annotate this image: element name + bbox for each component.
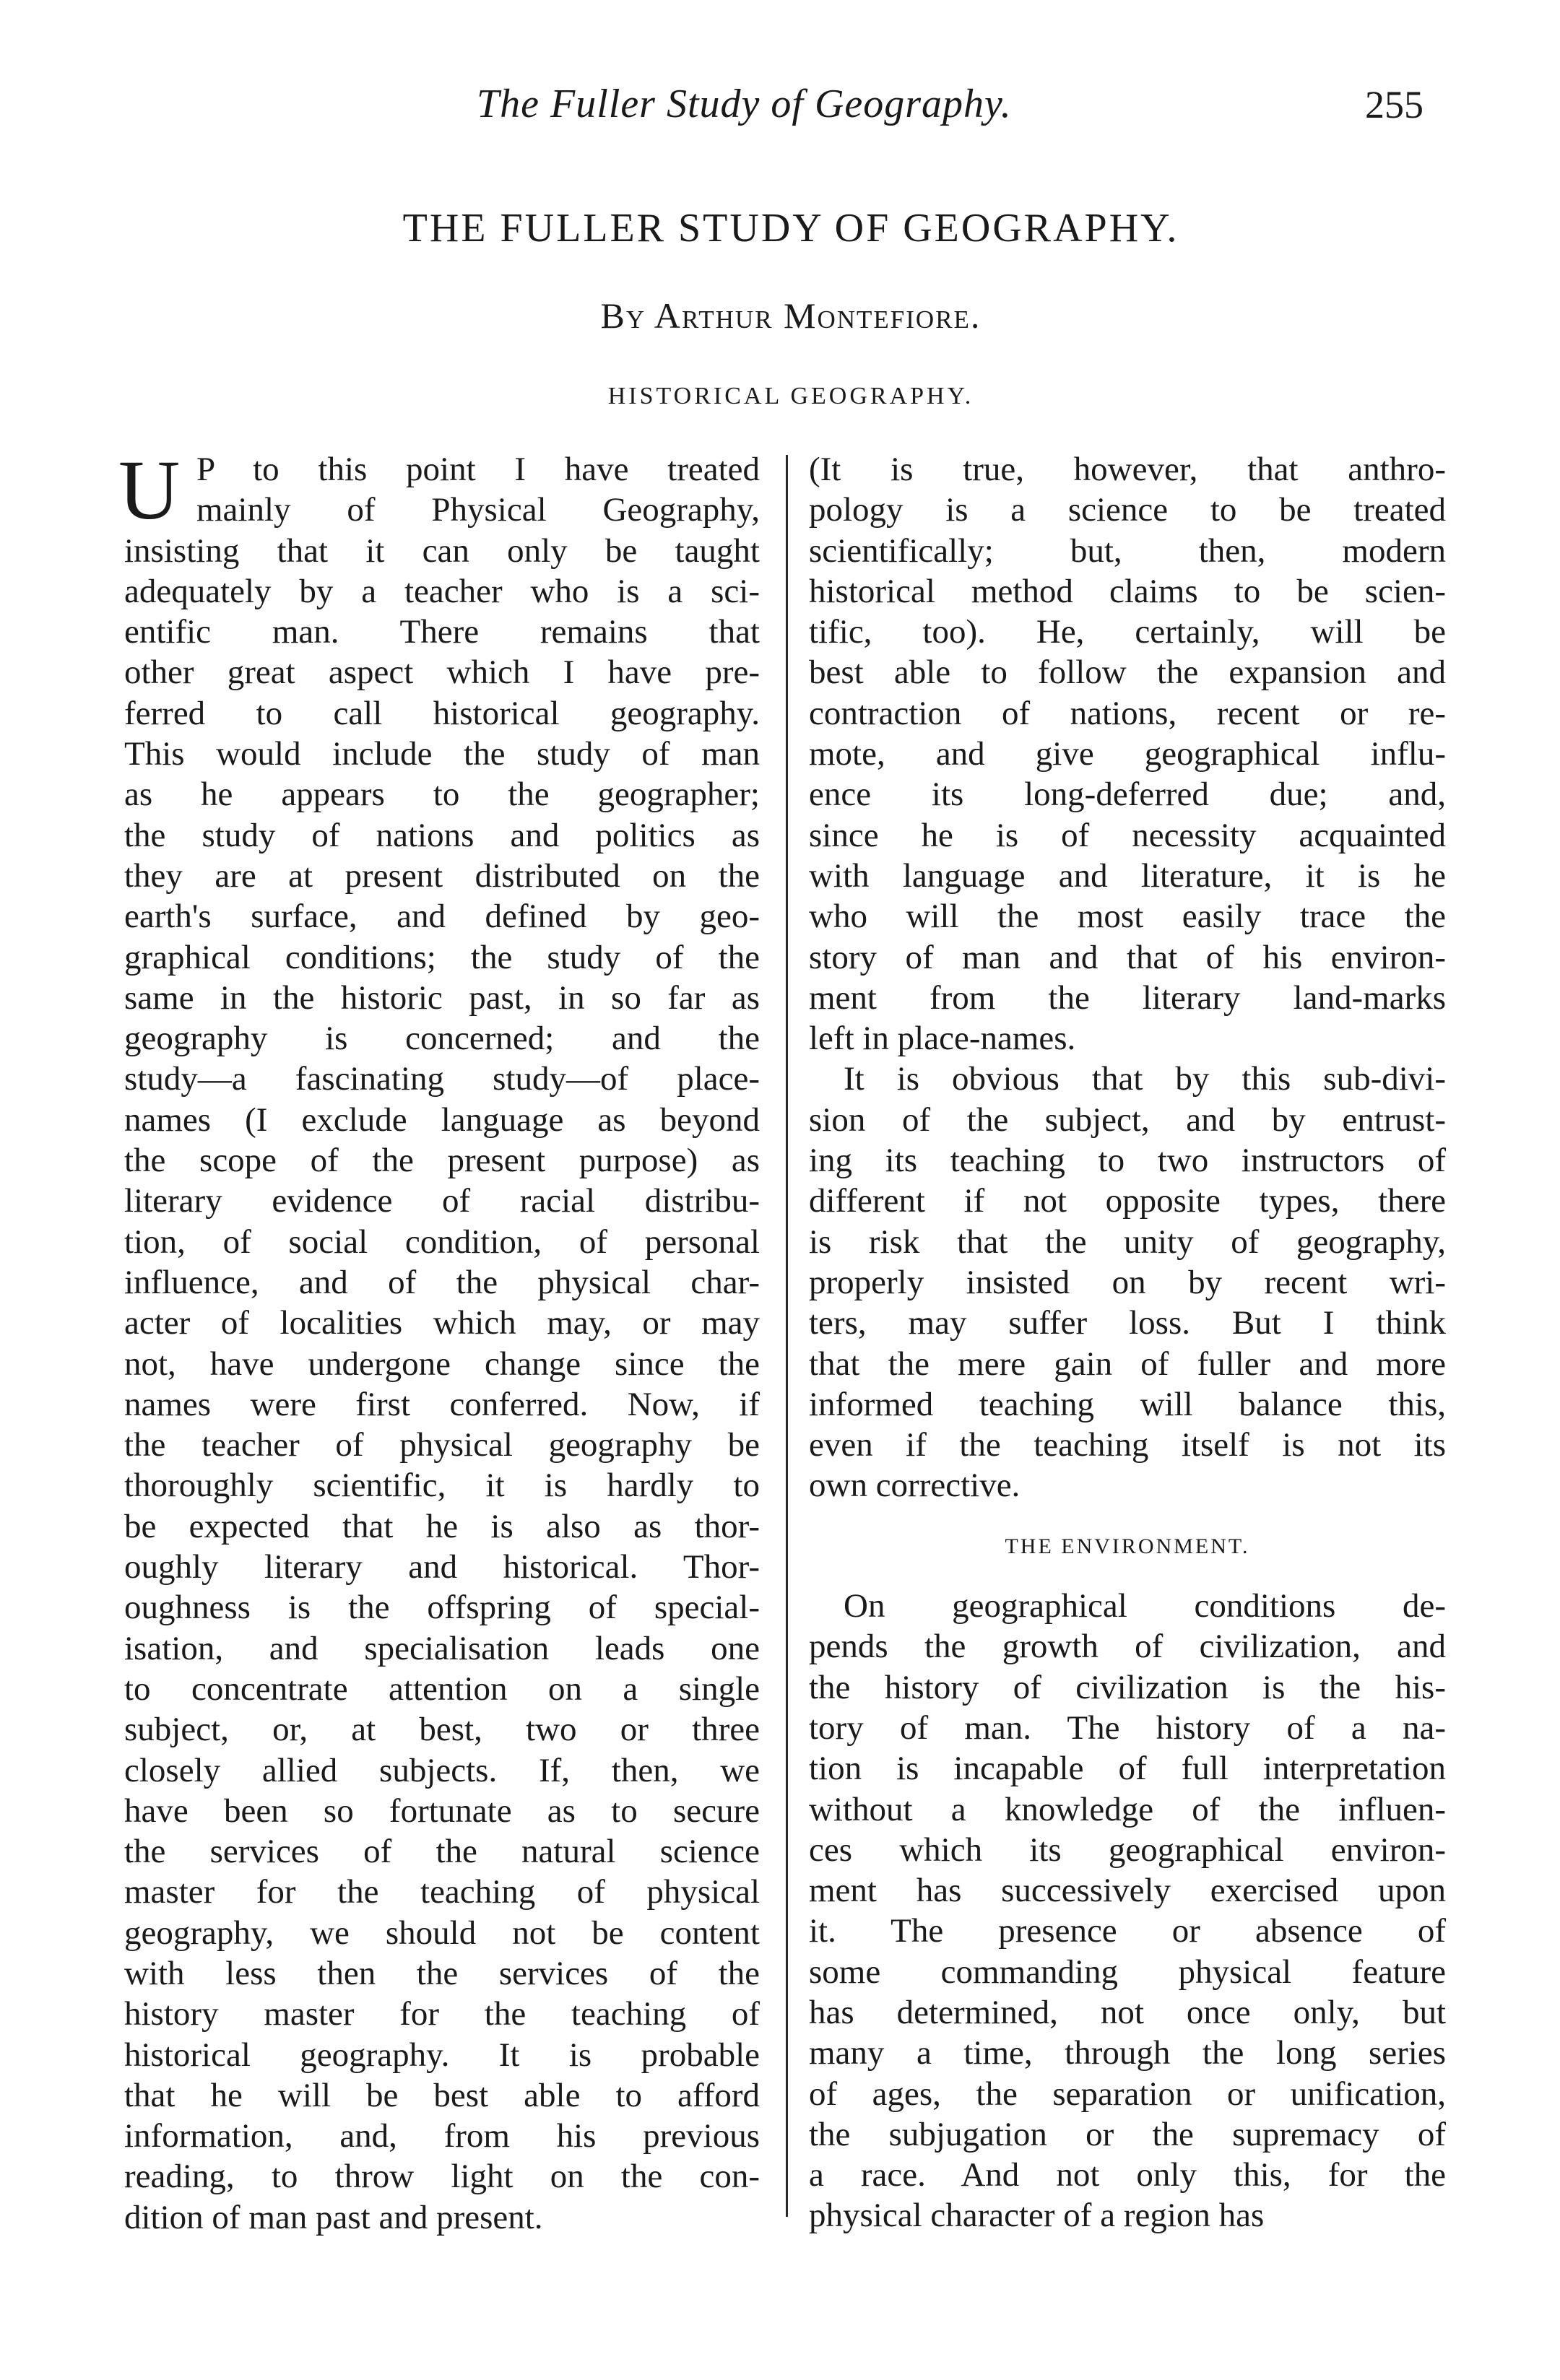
text-line: isation, and specialisation leads one xyxy=(124,1629,760,1667)
text-line: information, and, from his previous xyxy=(124,2117,760,2155)
text-line: ces which its geographical environ- xyxy=(809,1830,1446,1869)
text-line: it. The presence or absence of xyxy=(809,1912,1446,1950)
text-line: other great aspect which I have pre- xyxy=(124,653,760,692)
right-column xyxy=(809,449,1446,2236)
text-line: influence, and of the physical char- xyxy=(124,1263,760,1301)
text-line: mainly of Physical Geography, xyxy=(196,491,760,529)
text-line: physical character of a region has xyxy=(809,2197,1265,2235)
text-line: tion, of social condition, of personal xyxy=(124,1222,760,1261)
article-title: THE FULLER STUDY OF GEOGRAPHY. xyxy=(402,206,1179,251)
text-line: the study of nations and politics as xyxy=(124,816,760,854)
text-line: earth's surface, and defined by geo- xyxy=(124,898,760,936)
text-line: who will the most easily trace the xyxy=(809,898,1446,936)
text-line: insisting that it can only be taught xyxy=(124,531,760,570)
text-line: story of man and that of his environ- xyxy=(809,938,1446,976)
text-line: tific, too). He, certainly, will be xyxy=(809,613,1446,651)
text-line: ence its long-deferred due; and, xyxy=(809,776,1446,814)
text-line: not, have undergone change since the xyxy=(124,1345,760,1383)
text-line: the teacher of physical geography be xyxy=(124,1426,760,1464)
text-line: the scope of the present purpose) as xyxy=(124,1142,760,1180)
text-line: graphical conditions; the study of the xyxy=(124,938,760,976)
drop-cap: U xyxy=(118,443,181,537)
text-line: geography is concerned; and the xyxy=(124,1020,760,1058)
text-line: same in the historic past, in so far as xyxy=(124,978,760,1017)
text-line: that the mere gain of fuller and more xyxy=(809,1345,1446,1383)
text-line: as he appears to the geographer; xyxy=(124,776,760,814)
text-line: acter of localities which may, or may xyxy=(124,1304,760,1342)
text-line: without a knowledge of the influen- xyxy=(809,1790,1446,1828)
text-line: with less then the services of the xyxy=(124,1954,760,1992)
text-line: reading, to throw light on the con- xyxy=(124,2158,760,2196)
text-line: the subjugation or the supremacy of xyxy=(809,2115,1446,2153)
text-line: master for the teaching of physical xyxy=(124,1873,760,1911)
text-line: the history of civilization is the his- xyxy=(809,1668,1446,1706)
text-line: have been so fortunate as to secure xyxy=(124,1791,760,1830)
text-line: ferred to call historical geography. xyxy=(124,694,760,732)
left-column xyxy=(124,449,760,2238)
text-line: they are at present distributed on the xyxy=(124,856,760,895)
text-line: historical geography. It is probable xyxy=(124,2036,760,2074)
text-line: informed teaching will balance this, xyxy=(809,1385,1446,1423)
text-line: scientifically; but, then, modern xyxy=(809,531,1446,570)
text-line: study—a fascinating study—of place- xyxy=(124,1060,760,1098)
text-line: since he is of necessity acquainted xyxy=(809,816,1446,854)
text-line: contraction of nations, recent or re- xyxy=(809,694,1446,732)
text-line: some commanding physical feature xyxy=(809,1953,1446,1991)
running-head: The Fuller Study of Geography. xyxy=(477,82,1012,126)
text-line: has determined, not once only, but xyxy=(809,1993,1446,2031)
text-line: ment has successively exercised upon xyxy=(809,1872,1446,1910)
text-line: On geographical conditions de- xyxy=(844,1587,1446,1625)
text-line: ters, may suffer loss. But I think xyxy=(809,1304,1446,1342)
text-line: P to this point I have treated xyxy=(196,451,760,488)
text-line: dition of man past and present. xyxy=(124,2198,543,2236)
text-line: pology is a science to be treated xyxy=(809,491,1446,529)
page-number: 255 xyxy=(1365,83,1424,126)
text-line: is risk that the unity of geography, xyxy=(809,1222,1446,1261)
text-line: with language and literature, it is he xyxy=(809,856,1446,895)
text-line: sion of the subject, and by entrust- xyxy=(809,1100,1446,1139)
text-line: adequately by a teacher who is a sci- xyxy=(124,572,760,610)
text-line: history master for the teaching of xyxy=(124,1995,760,2033)
text-line: be expected that he is also as thor- xyxy=(124,1507,760,1545)
text-line: closely allied subjects. If, then, we xyxy=(124,1751,760,1789)
text-line: (It is true, however, that anthro- xyxy=(809,451,1446,488)
text-line: oughness is the offspring of special- xyxy=(124,1589,760,1627)
text-line: to concentrate attention on a single xyxy=(124,1669,760,1708)
text-line: even if the teaching itself is not its xyxy=(809,1426,1446,1464)
text-line: subject, or, at best, two or three xyxy=(124,1711,760,1749)
byline: By Arthur Montefiore. xyxy=(600,295,982,336)
text-line: properly insisted on by recent wri- xyxy=(809,1263,1446,1301)
subheading-environment: THE ENVIRONMENT. xyxy=(1005,1534,1250,1558)
text-line: tory of man. The history of a na- xyxy=(809,1708,1446,1747)
text-line: It is obvious that by this sub-divi- xyxy=(844,1060,1446,1098)
text-line: thoroughly scientific, it is hardly to xyxy=(124,1467,760,1505)
text-line: literary evidence of racial distribu- xyxy=(124,1182,760,1220)
text-line: oughly literary and historical. Thor- xyxy=(124,1548,760,1586)
text-line: many a time, through the long series xyxy=(809,2034,1446,2072)
text-line: tion is incapable of full interpretation xyxy=(809,1750,1446,1788)
text-line: historical method claims to be scien- xyxy=(809,572,1446,610)
text-line: the services of the natural science xyxy=(124,1833,760,1871)
text-line: This would include the study of man xyxy=(124,735,760,773)
text-line: mote, and give geographical influ- xyxy=(809,735,1446,773)
text-line: a race. And not only this, for the xyxy=(809,2156,1446,2194)
text-line: geography, we should not be content xyxy=(124,1914,760,1952)
text-line: best able to follow the expansion and xyxy=(809,653,1446,692)
text-line: own corrective. xyxy=(809,1467,1020,1505)
text-line: names (I exclude language as beyond xyxy=(124,1100,760,1139)
text-line: that he will be best able to afford xyxy=(124,2076,760,2114)
column-divider xyxy=(786,455,788,2217)
text-line: pends the growth of civilization, and xyxy=(809,1628,1446,1666)
text-line: ing its teaching to two instructors of xyxy=(809,1142,1446,1180)
text-line: left in place-names. xyxy=(809,1020,1076,1058)
text-line: different if not opposite types, there xyxy=(809,1182,1446,1220)
text-line: of ages, the separation or unification, xyxy=(809,2075,1446,2113)
text-line: ment from the literary land-marks xyxy=(809,978,1446,1017)
section-heading: HISTORICAL GEOGRAPHY. xyxy=(607,383,974,409)
text-line: names were first conferred. Now, if xyxy=(124,1385,760,1423)
text-line: entific man. There remains that xyxy=(124,613,760,651)
